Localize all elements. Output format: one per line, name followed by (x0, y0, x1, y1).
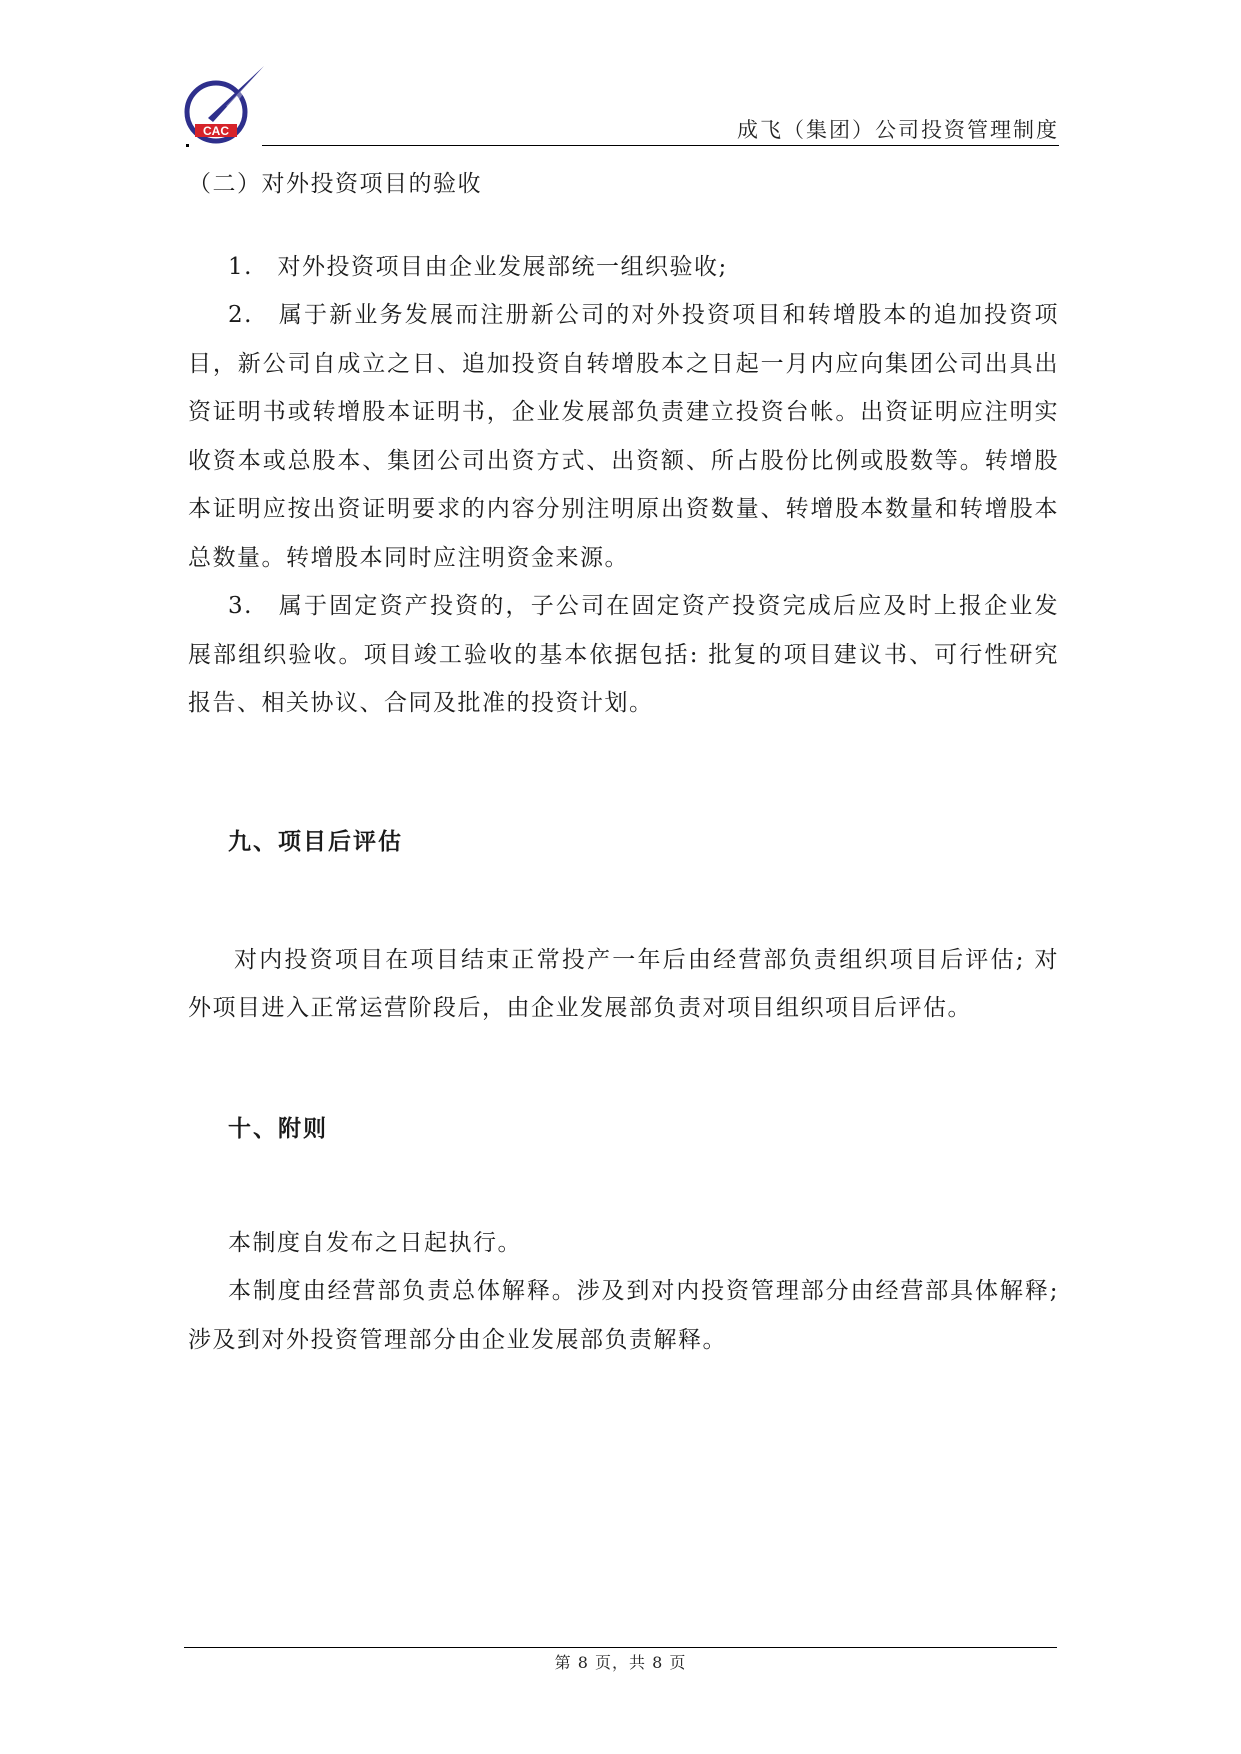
paragraph-section-9: 对内投资项目在项目结束正常投产一年后由经营部负责组织项目后评估; 对外项目进入正常运营阶段后，由企业发展部负责对项目组织项目后评估。 (188, 946, 1059, 1021)
paragraph-item-1: 1. 对外投资项目由企业发展部统一组织验收; (228, 253, 728, 280)
paragraph-item-3: 3. 属于固定资产投资的，子公司在固定资产投资完成后应及时上报企业发展部组织验收。项目竣工验收的基本依据包括: 批复的项目建议书、可行性研究报告、相关协议、合同及批准的投资计划。 (188, 593, 1059, 716)
paragraph-item-2: 2. 属于新业务发展而注册新公司的对外投资项目和转增股本的追加投资项目，新公司自成立之日、追加投资自转增股本之日起一月内应向集团公司出具出资证明书或转增股本证明书，企业发展部负责建立投资台帐。出资证明应注明实收资本或总股本、集团公司出资方式、出资额、所占股份比例或股数等。转增股本证明应按出资证明要求的内容分别注明原出资数量、转增股本数量和转增股本总数量。转增股本同时应注明资金来源。 (188, 302, 1059, 571)
header-rule-mark (186, 144, 189, 147)
section-9-heading: 九、项目后评估 (228, 828, 403, 855)
cac-aircraft-logo-icon (180, 62, 268, 152)
header-rule (262, 145, 1059, 146)
cac-logo (180, 62, 268, 152)
page-number: 第 8 页，共 8 页 (554, 1653, 687, 1672)
document-header-title: 成飞（集团）公司投资管理制度 (737, 118, 1059, 142)
footer-rule (184, 1647, 1057, 1648)
section-10-heading: 十、附则 (228, 1115, 328, 1142)
paragraph-section-10-interpretation: 本制度由经营部负责总体解释。涉及到对内投资管理部分由经营部具体解释; 涉及到对外投资管理部分由企业发展部负责解释。 (188, 1278, 1059, 1353)
paragraph-section-10-effective: 本制度自发布之日起执行。 (228, 1229, 522, 1256)
subheading-acceptance: （二）对外投资项目的验收 (188, 171, 482, 197)
page-content (188, 160, 1059, 1364)
logo-text: CAC (203, 124, 229, 138)
